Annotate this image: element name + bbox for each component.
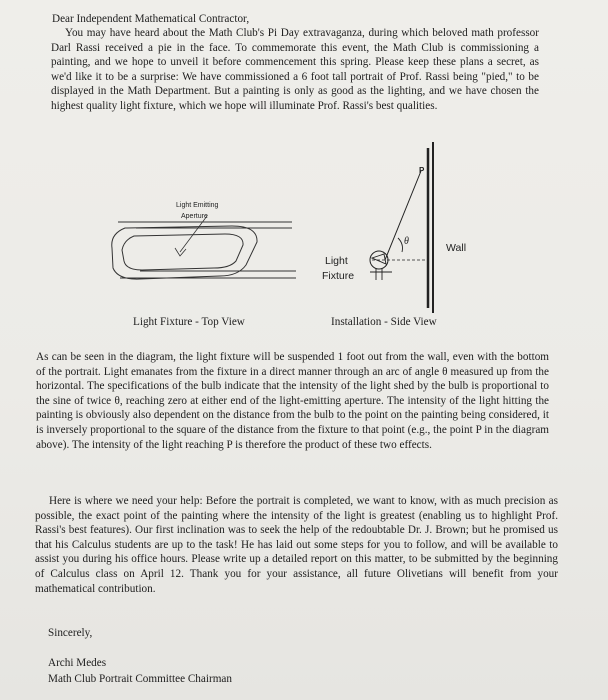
theta-label: θ bbox=[404, 236, 409, 247]
light-fixture-diagram bbox=[0, 130, 608, 335]
intro-paragraph: You may have heard about the Math Club's Pi Day extravaganza, during which beloved math professor Darl Rassi received a pie in the face. To commemorate this event, the Math Club is commissioning a painting, and we hope to unveil it before commencement this spring. Please keep these plans a secret, as we'd like it to be a surprise: We have commissioned a 6 foot tall portrait of Prof. Rassi being "pied," to be displayed in the Math Department. But a painting is only as good as the lighting, and we have chosen the highest quality light fixture, which we hope will illuminate Prof. Rassi's best qualities. bbox=[51, 27, 539, 112]
signature-title: Math Club Portrait Committee Chairman bbox=[48, 673, 232, 685]
greeting: Dear Independent Mathematical Contractor, bbox=[52, 13, 250, 25]
fixture-label-line1: Light bbox=[325, 255, 348, 267]
top-view-fixture-drawing bbox=[112, 216, 296, 279]
request-paragraph: Here is where we need your help: Before the portrait is completed, we want to know, with as much precision as possible, the exact point of the painting where the intensity of the light is greatest (enabling us to highlight Prof. Rassi's best features). Our first inclination was to seek the help of the redoubtable Dr. J. Brown; but he promised us that his Calculus students are up to the task! He has laid out some steps for you to follow, and will be available to assist you during his office hours. Please write up a detailed report on this matter, to be submitted by the beginning of Calculus class on April 12. Thank you for your assistance, all future Olivetians will benefit from your mathematical contribution. bbox=[35, 495, 558, 595]
diagram-explanation-paragraph: As can be seen in the diagram, the light fixture will be suspended 1 foot out from the wall, even with the bottom of the portrait. Light emanates from the fixture in a direct manner through an arc of angle θ measured up from the horizontal. The specifications of the bulb indicate that the intensity of the light shed by the bulb is proportional to the sine of twice θ, reaching zero at either end of the light-emitting aperture. The intensity of the light hitting the painting is obviously also dependent on the distance from the bulb to the point on the painting being considered, it is inversely proportional to the square of the distance from the fixture to that point (e.g., the point P in the diagram above). The intensity of the light reaching P is therefore the product of these two effects. bbox=[36, 351, 549, 451]
caption-side-view: Installation - Side View bbox=[331, 316, 437, 328]
wall-label: Wall bbox=[446, 242, 467, 254]
closing: Sincerely, bbox=[48, 627, 93, 639]
aperture-label-line2: Aperture bbox=[181, 213, 208, 220]
aperture-label-line1: Light Emitting bbox=[176, 202, 219, 209]
point-p-label: P bbox=[419, 166, 425, 175]
signature-name: Archi Medes bbox=[48, 657, 107, 669]
caption-top-view: Light Fixture - Top View bbox=[133, 316, 245, 328]
fixture-label-line2: Fixture bbox=[322, 270, 355, 282]
